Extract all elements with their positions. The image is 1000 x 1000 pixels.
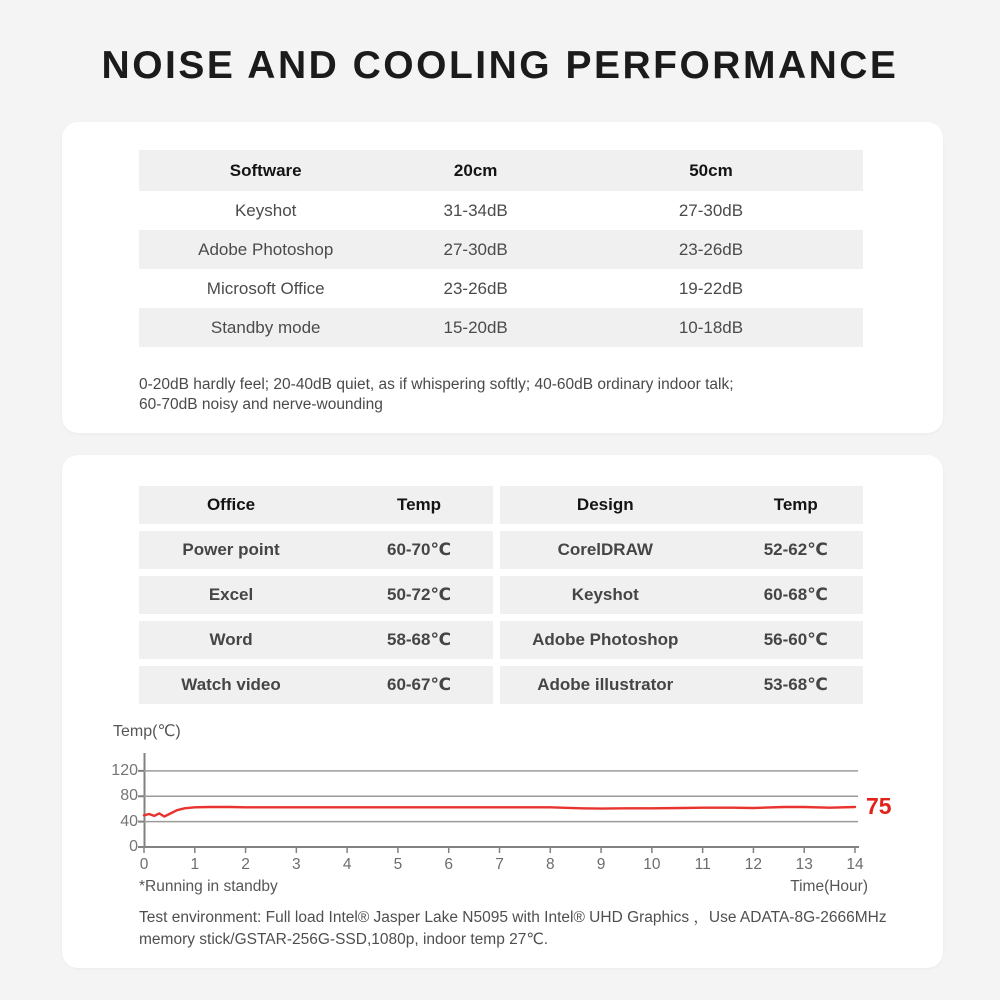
y-tick-label: 40: [120, 812, 138, 830]
chart-y-axis-title: Temp(℃): [113, 723, 181, 740]
cell-temp: 60-67℃: [386, 675, 452, 694]
table-row: [500, 621, 863, 659]
x-tick-label: 11: [694, 856, 711, 873]
table-row: [500, 666, 863, 704]
cell-temp: 60-68℃: [763, 585, 828, 604]
cell-software: Keyshot: [234, 200, 297, 220]
cell-noise-50cm: 27-30dB: [678, 200, 744, 220]
cell-temp: 58-68℃: [386, 630, 452, 649]
cell-noise-20cm: 23-26dB: [443, 278, 508, 298]
cell-temp: 52-62℃: [763, 540, 828, 559]
x-tick-label: 5: [393, 856, 403, 873]
cell-noise-50cm: 19-22dB: [678, 278, 744, 298]
table-row: [139, 308, 863, 347]
cell-noise-20cm: 15-20dB: [443, 317, 508, 337]
gridlines: [144, 771, 858, 822]
x-tick-label: 8: [545, 856, 555, 873]
x-tick-label: 1: [190, 856, 200, 873]
table-row: [139, 621, 493, 659]
x-tick-label: 7: [495, 856, 504, 873]
x-tick-label: 9: [596, 856, 606, 873]
office-temp-table: [139, 486, 493, 704]
column-header: Software: [229, 160, 302, 180]
table-row: [500, 576, 863, 614]
noise-table: [139, 150, 863, 347]
table-row: [139, 531, 493, 569]
x-tick-label: 0: [139, 856, 149, 873]
x-tick-label: 3: [292, 856, 301, 873]
column-header: Temp: [396, 495, 442, 514]
y-tick-label: 0: [129, 838, 138, 855]
noise-footnote: [139, 375, 879, 415]
noise-table-header-row: [139, 150, 863, 191]
x-tick-label: 14: [846, 856, 864, 873]
cell-software: Standby mode: [210, 317, 321, 337]
noise-footnote-line: 0-20dB hardly feel; 20-40dB quiet, as if whispering softly; 40-60dB ordinary indoor talk;: [139, 376, 734, 393]
cell-temp: 53-68℃: [763, 675, 828, 694]
noise-footnote-line: 60-70dB noisy and nerve-wounding: [139, 396, 383, 413]
axis-ticks: [138, 771, 855, 853]
y-tick-label: 120: [111, 761, 138, 779]
x-tick-label: 13: [795, 856, 813, 873]
cell-temp: 56-60℃: [763, 630, 828, 649]
table-row: [500, 531, 863, 569]
x-tick-label: 2: [241, 856, 250, 873]
table-row: [139, 230, 863, 269]
column-header: Temp: [773, 495, 818, 514]
test-environment-line: memory stick/GSTAR-256G-SSD,1080p, indoor temp 27℃.: [139, 930, 549, 948]
table-row: [139, 269, 863, 308]
table-row: [139, 576, 493, 614]
cell-temp: 60-70℃: [386, 540, 452, 559]
chart-note: *Running in standby: [139, 878, 278, 895]
line-end-value-label: 75: [866, 793, 892, 819]
cell-noise-50cm: 10-18dB: [678, 317, 744, 337]
table-row: [139, 666, 493, 704]
noise-card: [62, 122, 943, 433]
cell-noise-20cm: 27-30dB: [443, 239, 508, 259]
column-header: Office: [206, 495, 256, 514]
temperature-series-line: [144, 807, 855, 817]
column-header: 50cm: [689, 160, 733, 180]
y-tick-label: 80: [120, 787, 138, 805]
cell-app: Power point: [182, 540, 280, 559]
x-tick-label: 6: [444, 856, 454, 873]
table-header-row: [139, 486, 493, 524]
cell-app: Watch video: [181, 675, 281, 694]
x-tick-label: 10: [643, 856, 661, 873]
x-tick-label: 4: [342, 856, 352, 873]
chart-x-axis-title: Time(Hour): [790, 878, 868, 895]
cell-app: Keyshot: [571, 585, 639, 604]
cell-app: Adobe illustrator: [537, 675, 674, 694]
page-title: NOISE AND COOLING PERFORMANCE: [101, 44, 899, 87]
cell-app: CorelDRAW: [557, 540, 653, 559]
cell-app: Excel: [208, 585, 254, 604]
test-environment-note: [139, 907, 889, 950]
cell-software: Adobe Photoshop: [198, 239, 334, 259]
column-header: Design: [576, 495, 634, 514]
cell-app: Adobe Photoshop: [532, 630, 679, 649]
cell-noise-50cm: 23-26dB: [678, 239, 744, 259]
cooling-card: [62, 455, 943, 968]
cell-app: Word: [209, 630, 253, 649]
test-environment-line: Test environment: Full load Intel® Jasper Lake N5095 with Intel® UHD Graphics ，Use ADATA-8G-2666MHz: [139, 909, 887, 926]
table-row: [139, 191, 863, 230]
cell-noise-20cm: 31-34dB: [443, 200, 508, 220]
table-header-row: [500, 486, 863, 524]
column-header: 20cm: [453, 160, 498, 180]
cell-temp: 50-72℃: [386, 585, 452, 604]
cell-software: Microsoft Office: [206, 278, 325, 298]
x-tick-label: 12: [744, 856, 763, 873]
design-temp-table: [500, 486, 863, 704]
